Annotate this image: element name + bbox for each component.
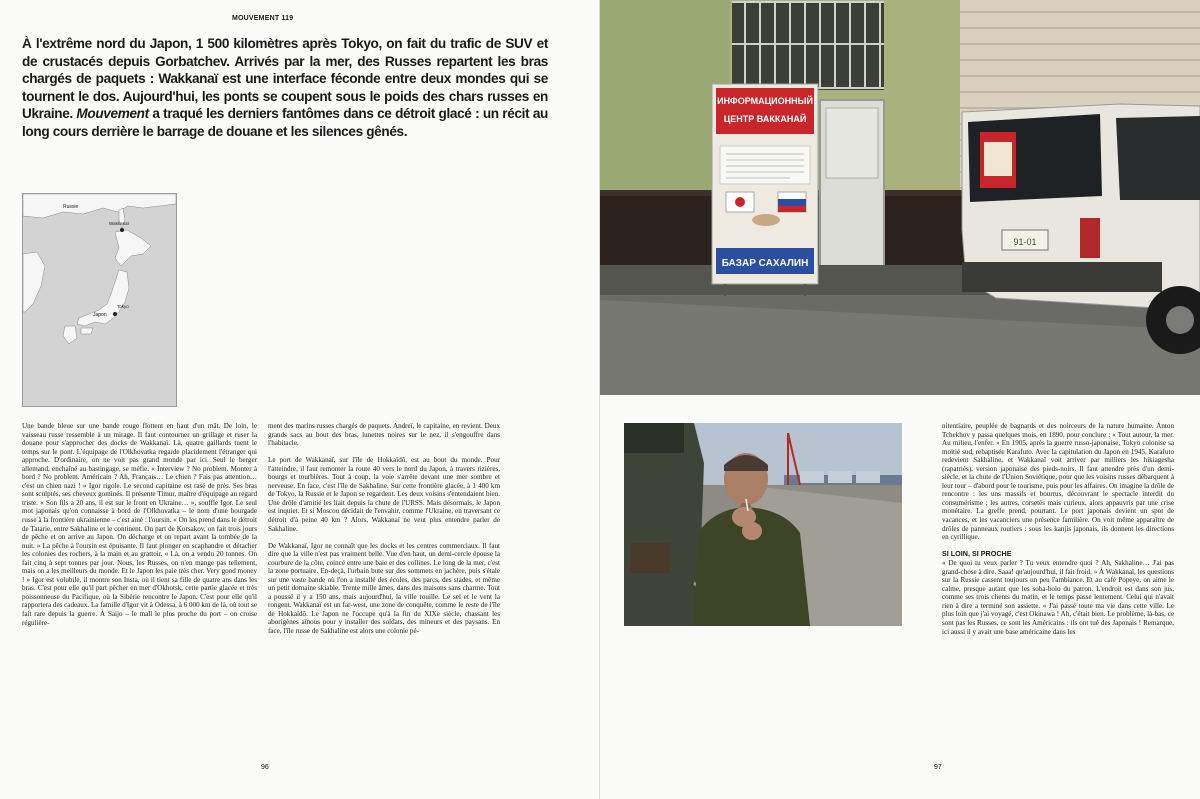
section-subhead: SI LOIN, SI PROCHE — [942, 548, 1012, 558]
wakkanai-storefront-photo — [600, 0, 1200, 395]
col2-paragraph-3: De Wakkanaï, Igor ne connaît que les docks et les centres commerciaux. Il faut dire que la ville n'est pas vraiment belle. Vue d'en haut, un demi-cercle épouse la courbure de la côte, coincé entre une baie et des collines. Le long de la mer, c'est la zone portuaire. En-deçà, l'urbain bute sur des sommets en jachère, puis s'étale sur une vaste bande où l'on a installé des écoles, des parcs, des stades, et même un petit domaine skiable. Trente mille âmes, dans des maisons sans charme. Tout a poussé il y a 150 ans, mais aujourd'hui, la ville rouille. Le sel et le vent la rongent. Wakkanaï est un far-west, une zone de conquête, comme le reste de l'île de Hokkaïdō. Le Japon ne l'occupe qu'à la fin du XIXe siècle, chassant les aborigènes aïnous pour y installer des soldats, des mineurs et des paysans. En face, l'île russe de Sakhaline est alors une colonie pé- — [268, 541, 500, 636]
japan-map — [22, 193, 177, 407]
article-column-3 — [942, 422, 1174, 636]
col3-paragraph-1: nitentiaire, peuplée de bagnards et des noirceurs de la nature humaine. Anton Tchekhov y passa quelques mois, en 1890, pour conclure : « Tout autour, la mer. Au milieu, l'enfer. » En 1905, après la guerre russo-japonaise, Tokyo colonise sa moitié sud, rebaptisée Karafuto. Avec la capitulation du Japon en 1945, Karafuto redevient Sakhaline, et Wakkanaï voit arriver par milliers les hikiagesha (rapatriés), version japonaise des pieds-noirs. Il faut attendre près d'un demi-siècle, et la chute de l'Union Soviétique, pour que les voisins russes débarquent à leur tour – d'abord pour le tourisme, puis pour les affaires. On imagine la drôle de rencontre : les uns massifs et bourrus, découvrant le spectacle interdit du consumérisme ; les autres, corsetés mais curieux, alors appauvris par une crise monétaire. La greffe prend, pourtant. Le port japonais devient un spot de vacances, et les vacanciers une présence familière. On voit même apparaître de drôles de panneaux routiers : sous les kanjis japonais, ils donnent les directions en cyrillique. — [942, 422, 1174, 542]
lede-paragraph — [22, 35, 548, 140]
map-label-wakkanai: Wakkanaï — [109, 221, 129, 226]
van-plate: 91-01 — [1013, 237, 1037, 247]
map-label-japan: Japon — [93, 312, 107, 318]
page-number-left: 96 — [261, 764, 269, 771]
right-page — [600, 0, 1200, 799]
article-column-1 — [22, 422, 257, 627]
col3-paragraph-2: « De quoi tu veux parler ? Tu veux entendre quoi ? Ah, Sakhaline… J'ai pas grand-chose à dire. Saaa! qu'aujourd'hui, il fait froid. » À Wakkanaï, les questions sur la Russie cassent toujours un peu l'ambiance. Et au café Popeye, on aime le calme, presque autant que les soba-bolo du patron. L'endroit est dans son jus, comme ses trois clients du matin, et le temps passe lentement. Celui qui n'avait rien à dire a terminé son assiette. « J'ai passé toute ma vie dans cette ville. Le plus loin que j'ai voyagé, c'est Okinawa ! Ah, c'était bien. Le problème, là-bas, ce sont pas les Russes, ce sont les Américains : ils ont tué des Japonais ! Remarque, ici aussi il y avait une base américaine dans les — [942, 559, 1174, 636]
article-column-2 — [268, 422, 500, 636]
map-label-russia: Russie — [63, 204, 79, 210]
sailor-smoking-photo — [624, 423, 902, 626]
map-label-tokyo: Tokyo — [117, 304, 129, 309]
sign-line1: ИНФОРМАЦИОННЫЙ — [717, 96, 813, 106]
sign-bottom: БАЗАР САХАЛИН — [721, 258, 809, 269]
lede-text-a: À l'extrême nord du Japon, 1 500 kilomètres après Tokyo, on fait du trafic de SUV et de crustacés depuis Gorbatchev. Arrivés par la mer, des Russes repartent les bras chargés de paquets : Wakkanaï est une interface féconde entre deux mondes qui se tournent le dos. Aujourd'hui, les ponts se coupent sous le poids des chars russes en Ukraine. — [22, 36, 548, 121]
map-graphic — [23, 194, 176, 406]
lede-text-b: a traqué les derniers fantômes dans ce détroit glacé : un récit au long cours derrière le barrage de douane et les silences gênés. — [22, 106, 548, 139]
col2-paragraph-1: ment des marins russes chargés de paquets. Andreï, le capitaine, en revient. Deux grands sacs au bout des bras, lunettes noires sur le nez, il s'engouffre dans l'habitacle. — [268, 422, 500, 448]
sign-line2: ЦЕНТР ВАККАНАЙ — [723, 114, 807, 124]
col2-paragraph-2: Le port de Wakkanaï, sur l'île de Hokkaïdō, est au bout du monde. Pour l'atteindre, il faut remonter la route 40 vers le nord du Japon, à travers rizières, bourgs et tourbières. Tout à coup, la voie s'arrête devant une mer sombre et nerveuse. En face, c'est l'île de Sakhaline. Sur cette frontière glacée, à 1 400 km de Tokyo, la Russie et le Japon se regardent. Les deux voisins s'entendaient bien. Une drôle d'amitié les liait depuis la chute de l'URSS. Mais désormais, le Japon est inquiet. Et si Moscou décidait de l'envahir, comme l'Ukraine, en traversant ce détroit d'à peine 40 km ? Alors, Wakkanaï ne veut plus entendre parler de Sakhaline. — [268, 456, 500, 533]
lede-magazine-name: Mouvement — [76, 106, 149, 121]
page-number-right: 97 — [934, 764, 942, 771]
col1-paragraph: Une bande bleue sur une bande rouge flottent en haut d'un mât. De loin, le vaisseau russe ressemble à un mirage. Il faut contourner un grillage et ruser la douane pour s'approcher des docks de Wakkanaï. Là, quatre gaillards tuent le temps sur le pont. L'équipage de l'Olkhovatka regarde placidement l'étranger qui approche. D'ordinaire, on ne voit pas grand monde par ici. Seul le berger allemand, enchaîné au bastingage, se méfie. « Interview ? No problem. Monter à bord ? No problem. Américain ? Ah, Français… Le chien ? Fais pas attention… c'est un chien nazi ! » Igor rigole. Le second capitaine est rasé de près. Ses bras sont sculptés, ses cheveux gominés. Il présente Timur, maître d'équipage au regard triste. « Son fils a 20 ans, il est sur le front en Ukraine… », souffle Igor. Le seul mot japonais qu'on connaisse à bord de l'Olkhovatka – le nom d'une bourgade russe à la frontière ukrainienne – c'est ainè : l'oursin. « On les prend dans le détroit de Tatarie, entre Sakhaline et le continent. On part de Korsakov, on fait trois jours de pêche et on arrive au Japon. On décharge et on repart avant la tombée de la nuit. » La pêche à l'oursin est épuisante. Il faut plonger en scaphandre et détacher les colonies des rochers, à la main et au grattoir. « Là, on a vendu 20 tonnes. On fait cinq à sept tonnes par jour. Nous, les Russes, on n'en mange pas tellement, mais on a les meilleurs du monde. Et le Japon les paie très cher. Very good money ! » Igor est volubile, il montre son Insta, où il tient sa fille de quatre ans dans les bras. C'est pour elle qu'il part pêcher en mer d'Okhotsk, cette partie glacée et très poissonneuse du Pacifique, où la Sibérie rencontre le Japon. C'est pour elle qu'il rapportera des cadeaux. La famille d'Igor vit à Odessa, à 6 000 km de là, où tout se fait rare depuis la guerre. À Saijo – le mall le plus proche du port – on croise régulière- — [22, 422, 257, 627]
section-header: MOUVEMENT 119 — [232, 15, 294, 22]
